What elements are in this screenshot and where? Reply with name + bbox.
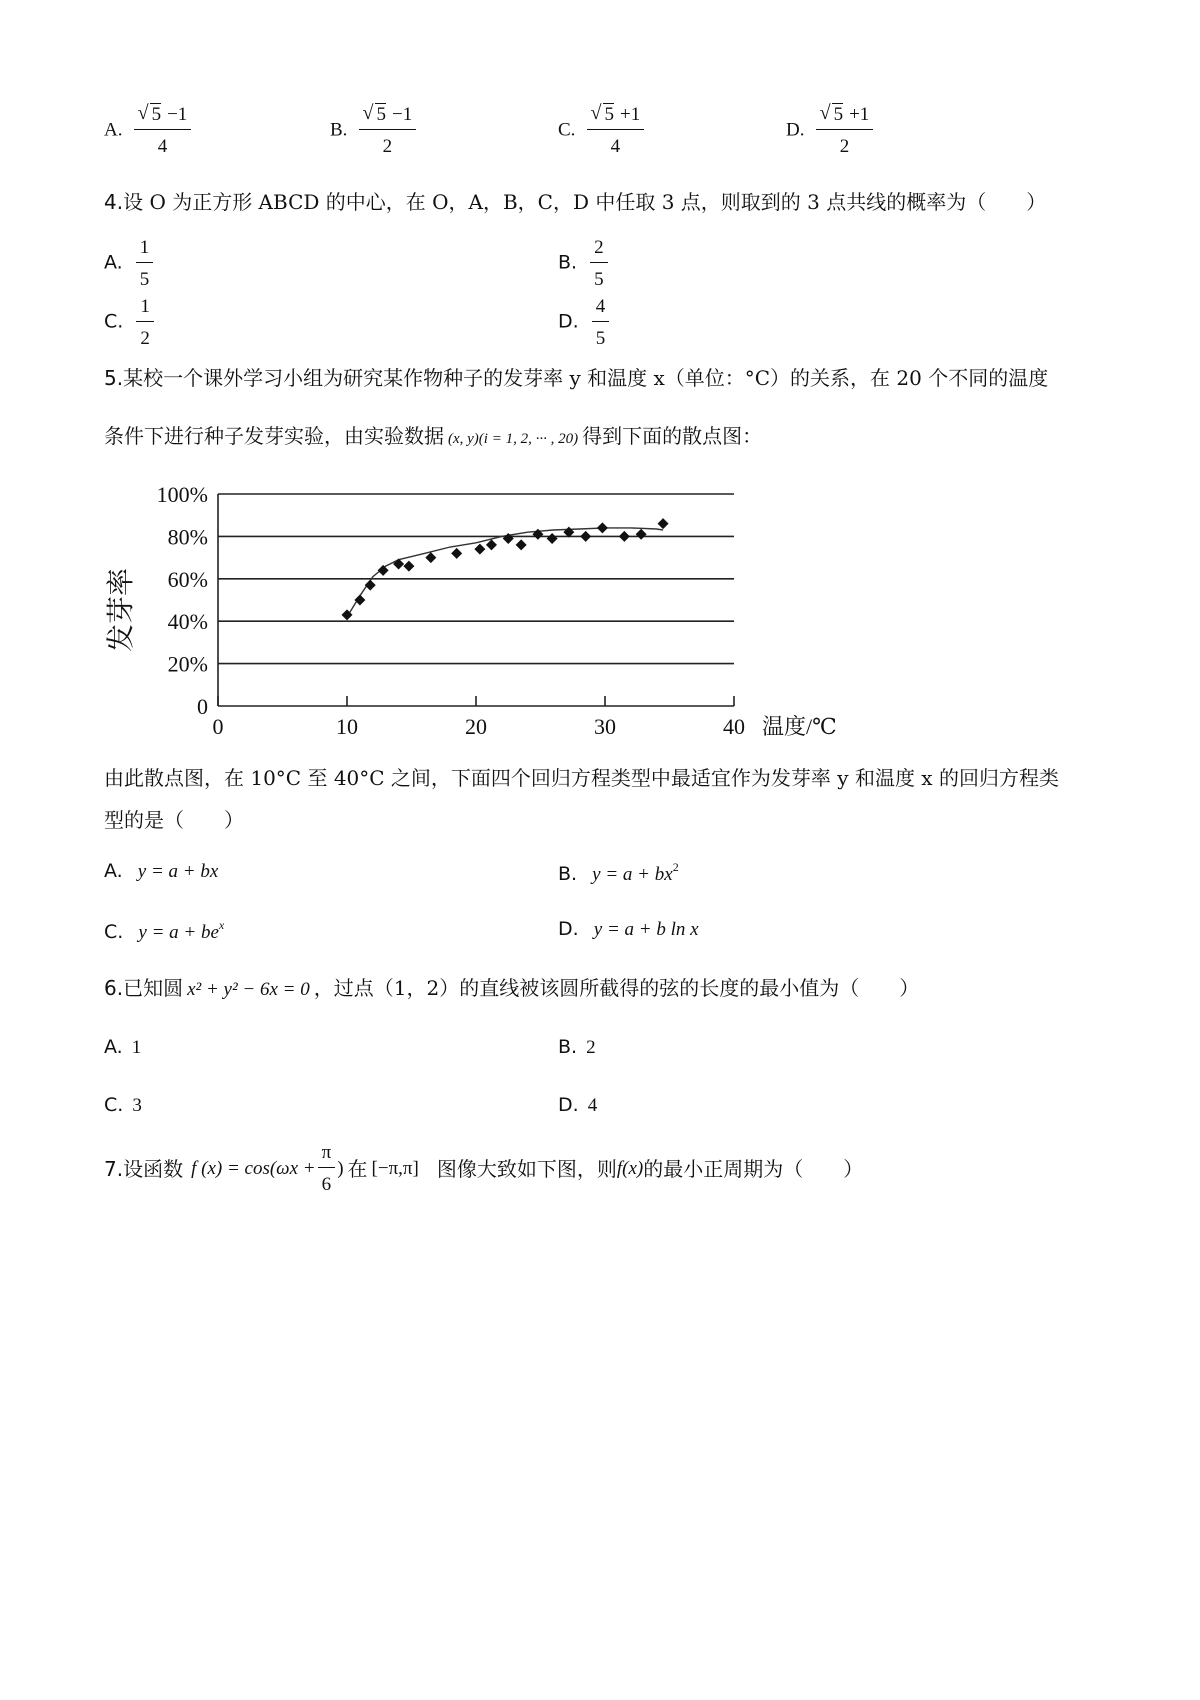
fraction: $\frac{\pi}{6}$ xyxy=(318,1142,336,1196)
question-5-after-1: 由此散点图，在 10°C 至 40°C 之间，下面四个回归方程类型中最适宜作为发芽率 y 和温度 x 的回归方程类 xyxy=(104,766,1059,790)
question-number: 6. xyxy=(104,976,124,1000)
option-expression: y = a + bx xyxy=(592,864,673,885)
option-label: B. xyxy=(558,863,578,885)
data-point xyxy=(658,518,669,529)
question-text: 某校一个课外学习小组为研究某作物种子的发芽率 y 和温度 x（单位：°C）的关系，在 20 个不同的温度 xyxy=(123,366,1049,390)
data-point xyxy=(516,539,527,550)
data-point xyxy=(486,539,497,550)
q3-option-c[interactable] xyxy=(558,104,644,158)
fraction: $\frac{2}{5}$ xyxy=(590,237,608,291)
q5-option-c[interactable] xyxy=(104,918,224,944)
x-tick-label: 30 xyxy=(594,714,616,739)
fraction: $\frac{1}{2}$ xyxy=(136,296,154,350)
q5-option-b[interactable] xyxy=(558,860,679,886)
data-point xyxy=(393,558,404,569)
data-point xyxy=(378,565,389,576)
scatter-chart xyxy=(100,470,860,750)
option-label: C. xyxy=(104,921,124,943)
question-number: 7. xyxy=(104,1157,124,1181)
question-5-line-1 xyxy=(104,364,1048,392)
data-point xyxy=(365,580,376,591)
question-6: 6.已知圆 x² + y² − 6x = 0 ，过点（1，2）的直线被该圆所截得的弦的长度的最小值为（ ） xyxy=(104,976,920,1000)
option-label: D. xyxy=(558,310,579,333)
x-tick-label: 10 xyxy=(336,714,358,739)
option-label: D. xyxy=(558,918,579,940)
option-label: D. xyxy=(786,119,805,141)
data-point xyxy=(425,552,436,563)
option-label: A. xyxy=(104,119,123,141)
question-text: 设 O 为正方形 ABCD 的中心，在 O，A，B，C，D 中任取 3 点，则取到的 3 点共线的概率为（ ） xyxy=(123,190,1047,214)
interval: [−π,π] xyxy=(371,1158,419,1179)
fraction: √ 5 +1 4 xyxy=(587,104,645,158)
option-value: 1 xyxy=(131,1037,142,1058)
data-point xyxy=(451,548,462,559)
data-point xyxy=(580,531,591,542)
option-label: D. xyxy=(558,1094,579,1116)
q5-option-d[interactable] xyxy=(558,918,699,941)
x-tick-label: 40 xyxy=(723,714,745,739)
option-label: B. xyxy=(558,1036,578,1058)
fraction: √ 5 −1 2 xyxy=(359,104,417,158)
q6-option-c[interactable] xyxy=(104,1094,142,1117)
y-tick-label: 0 xyxy=(197,694,208,719)
q6-option-d[interactable] xyxy=(558,1094,597,1117)
q4-option-b[interactable] xyxy=(558,237,608,291)
q6-option-a[interactable] xyxy=(104,1036,141,1059)
trend-curve xyxy=(347,528,663,617)
data-point xyxy=(636,529,647,540)
option-superscript: 2 xyxy=(672,860,679,874)
question-7: 7. 设函数 f (x) = cos(ωx + $\frac{\pi}{6}$ ) 在 [−π,π] 图像大致如下图，则 f(x) 的最小正周期为（ ） xyxy=(104,1142,864,1195)
fraction: $\frac{4}{5}$ xyxy=(592,296,610,350)
option-expression: y = a + be xyxy=(138,922,219,943)
q3-option-b[interactable] xyxy=(330,104,416,158)
fraction: √ 5 +1 2 xyxy=(816,104,874,158)
option-label: C. xyxy=(104,310,124,333)
fraction: √ 5 −1 4 xyxy=(134,104,192,158)
option-value: 3 xyxy=(132,1095,142,1116)
option-label: B. xyxy=(558,251,578,274)
data-point xyxy=(547,533,558,544)
option-value: 2 xyxy=(586,1037,596,1058)
option-value: 4 xyxy=(587,1095,598,1116)
data-point xyxy=(619,531,630,542)
question-number: 5. xyxy=(104,366,124,390)
option-label: A. xyxy=(104,251,123,274)
x-tick-label: 20 xyxy=(465,714,487,739)
circle-equation: x² + y² − 6x = 0 xyxy=(187,979,310,1000)
function-expression: f (x) = cos(ωx + xyxy=(191,1158,316,1179)
option-expression: y = a + bx xyxy=(137,861,219,882)
q6-option-b[interactable] xyxy=(558,1036,596,1059)
y-tick-label: 40% xyxy=(167,609,208,635)
x-tick-label: 0 xyxy=(212,714,224,739)
y-tick-label: 80% xyxy=(167,524,208,550)
option-label: A. xyxy=(104,860,123,882)
q4-option-d[interactable] xyxy=(558,296,609,350)
question-5-line-2: 条件下进行种子发芽实验，由实验数据 (x, y)(i = 1, 2, ··· , 20) 得到下面的散点图： xyxy=(104,424,763,448)
data-point xyxy=(474,544,485,555)
question-number: 4. xyxy=(104,190,124,214)
data-point xyxy=(597,522,608,533)
data-notation: (x, y)(i = 1, 2, ··· , 20) xyxy=(448,431,579,447)
option-label: A. xyxy=(104,1036,123,1058)
q5-option-a[interactable] xyxy=(104,860,218,883)
data-point xyxy=(403,561,414,572)
option-label: B. xyxy=(330,119,348,141)
y-axis-label: 发芽率 xyxy=(106,567,137,653)
q4-option-a[interactable] xyxy=(104,237,153,291)
question-5-after-2: 型的是（ ） xyxy=(104,808,244,832)
q4-option-c[interactable] xyxy=(104,296,154,350)
option-superscript: x xyxy=(218,918,225,932)
q3-option-a[interactable] xyxy=(104,104,191,158)
y-tick-label: 60% xyxy=(167,566,208,592)
option-expression: y = a + b ln x xyxy=(593,919,699,940)
y-tick-label: 100% xyxy=(156,482,208,507)
option-label: C. xyxy=(104,1094,124,1116)
fraction: $\frac{1}{5}$ xyxy=(136,237,154,291)
question-4 xyxy=(104,188,1046,216)
function-name: f(x) xyxy=(616,1158,644,1179)
y-tick-label: 20% xyxy=(167,651,208,677)
option-label: C. xyxy=(558,119,576,141)
q3-option-d[interactable] xyxy=(786,104,873,158)
data-point xyxy=(354,595,365,606)
x-axis-label: 温度/℃ xyxy=(762,714,837,739)
